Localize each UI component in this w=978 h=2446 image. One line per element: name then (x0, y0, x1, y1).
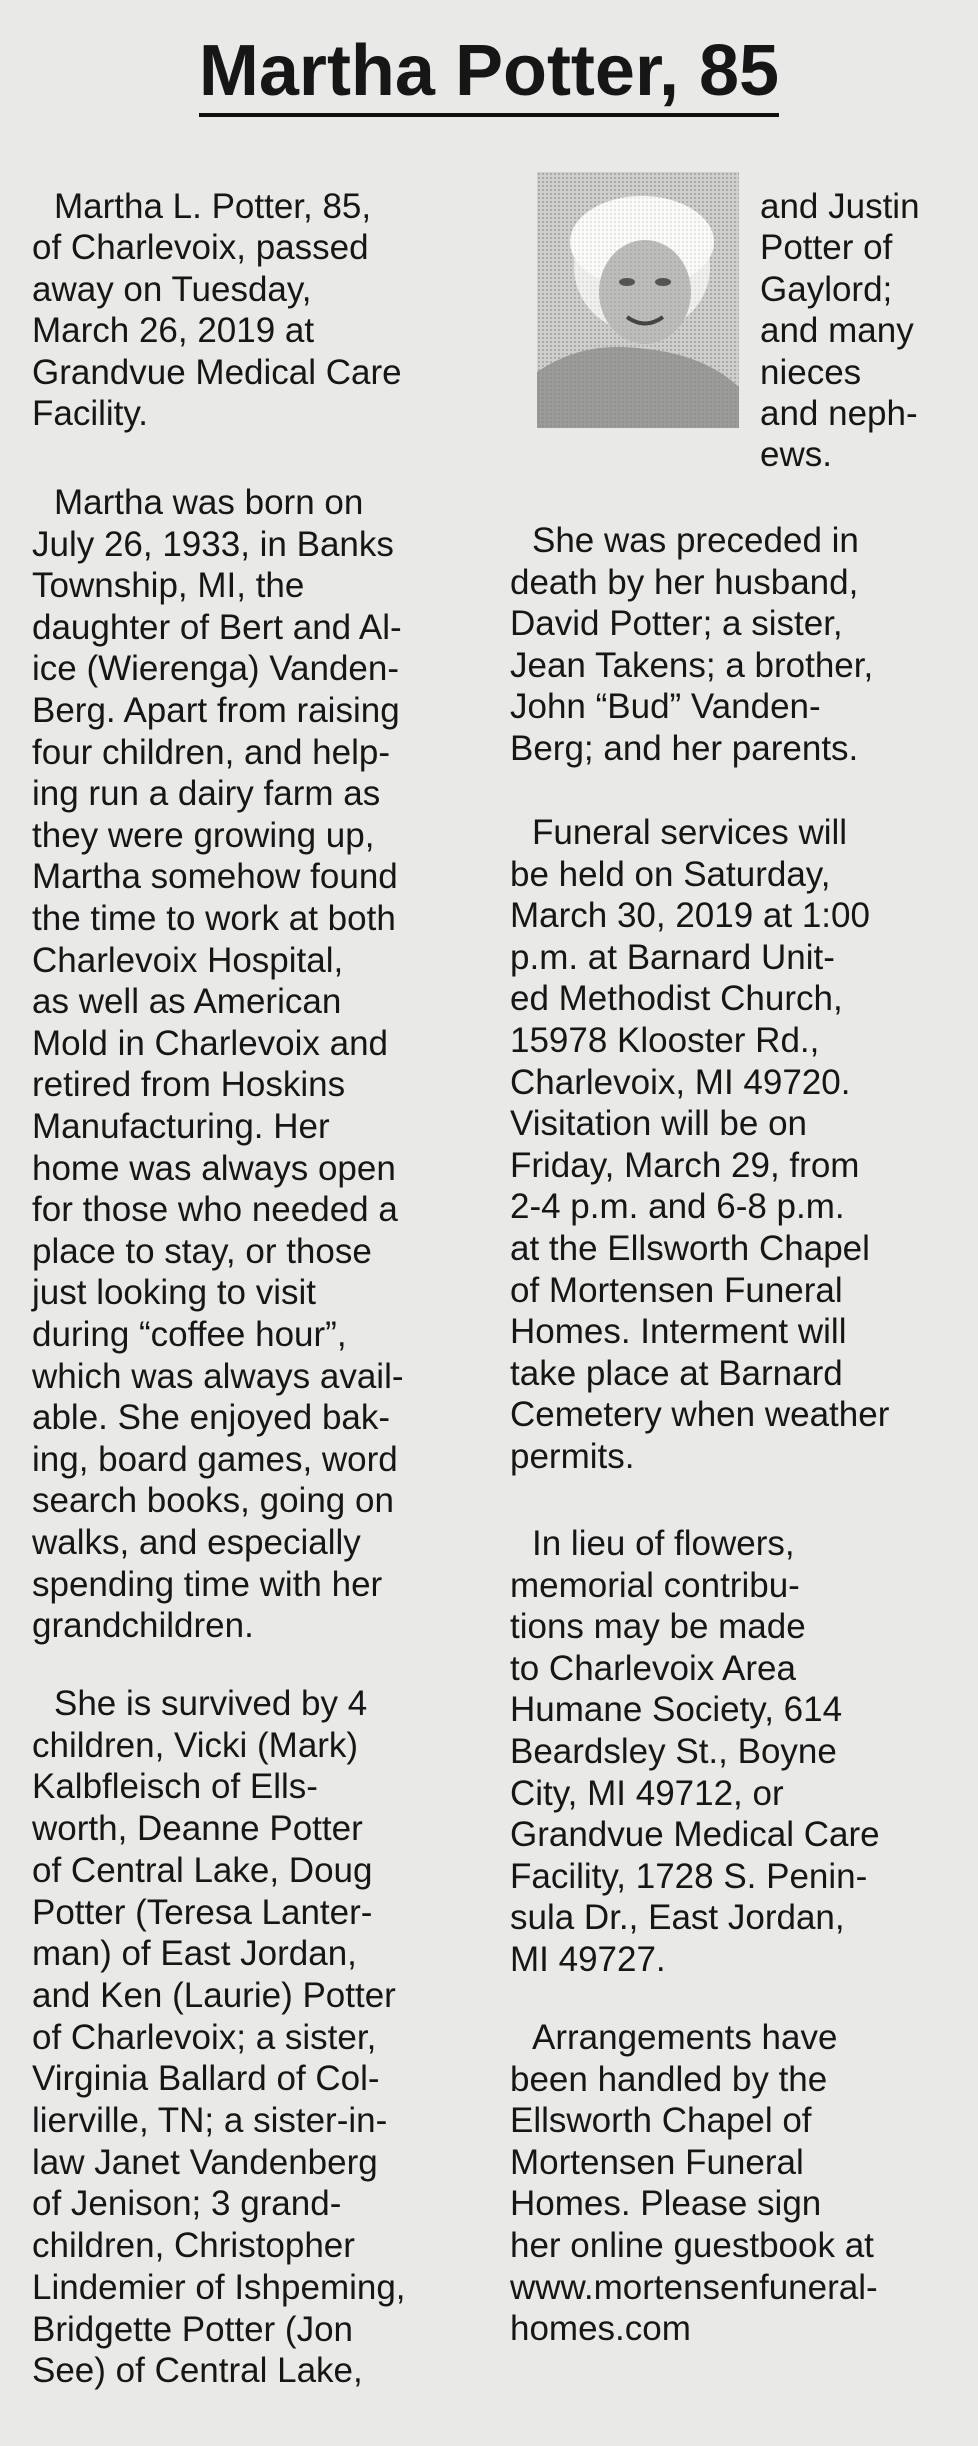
right-column-line: and neph- (760, 394, 918, 433)
right-column-line: March 30, 2019 at 1:00 (510, 896, 870, 936)
left-column-line: July 26, 1933, in Banks (32, 524, 394, 564)
right-column-line: Ellsworth Chapel of (510, 2101, 812, 2141)
left-column-line: man) of East Jordan, (32, 1934, 357, 1974)
right-column-line: Visitation will be on (510, 1104, 808, 1144)
right-column-line: death by her husband, (510, 562, 859, 602)
right-column-line: David Potter; a sister, (510, 604, 843, 644)
left-column-line: Lindemier of Ishpeming, (32, 2267, 406, 2307)
right-column-line: Homes. Please sign (510, 2184, 822, 2224)
left-column-line: for those who needed a (32, 1190, 398, 1230)
right-column-line: of Mortensen Funeral (510, 1270, 843, 1310)
left-column-line: Mold in Charlevoix and (32, 1023, 389, 1063)
left-column-line: Township, MI, the (32, 566, 305, 606)
right-column-line: homes.com (510, 2309, 691, 2349)
right-column-line: Arrangements have (532, 2018, 838, 2057)
left-column-line: place to stay, or those (32, 1231, 372, 1271)
right-column-line: be held on Saturday, (510, 854, 831, 894)
right-column-line: Mortensen Funeral (510, 2142, 804, 2182)
left-column-line: which was always avail- (32, 1356, 404, 1396)
left-column-line: ing run a dairy farm as (32, 774, 381, 814)
left-column-line: Kalbfleisch of Ells- (32, 1767, 318, 1807)
left-column-line: Facility. (32, 394, 149, 433)
right-column-line: and many (760, 311, 914, 351)
right-column-line: In lieu of flowers, (532, 1524, 795, 1563)
left-column-line: of Jenison; 3 grand- (32, 2184, 342, 2224)
left-column-line: March 26, 2019 at (32, 311, 315, 351)
left-column-line: spending time with her (32, 1564, 383, 1604)
right-column-line: been handled by the (510, 2059, 828, 2099)
left-column-line: home was always open (32, 1148, 396, 1188)
left-column-line: children, Christopher (32, 2226, 355, 2266)
left-column-line: worth, Deanne Potter (32, 1809, 363, 1849)
left-column-line: retired from Hoskins (32, 1065, 346, 1105)
right-column-line: MI 49727. (510, 1940, 666, 1979)
right-column-line: Funeral services will (532, 813, 848, 852)
left-column-line: grandchildren. (32, 1606, 254, 1646)
left-column-line: of Charlevoix, passed (32, 228, 369, 268)
right-column-line: Grandvue Medical Care (510, 1815, 880, 1855)
right-column-line: Berg; and her parents. (510, 729, 859, 768)
left-column-line: of Charlevoix; a sister, (32, 2017, 377, 2057)
left-column-line: ing, board games, word (32, 1439, 398, 1479)
left-column-line: able. She enjoyed bak- (32, 1398, 391, 1438)
left-column-line: daughter of Bert and Al- (32, 607, 402, 647)
right-column-line: permits. (510, 1437, 635, 1476)
left-column-line: during “coffee hour”, (32, 1315, 347, 1354)
right-column-line: ews. (760, 435, 832, 475)
left-column-line: and Ken (Laurie) Potter (32, 1975, 396, 2015)
right-column-line: Potter of (760, 228, 893, 268)
right-column-line: www.mortensenfuneral- (510, 2267, 878, 2307)
left-column-line: they were growing up, (32, 815, 375, 855)
right-column-line: p.m. at Barnard Unit- (510, 937, 835, 977)
left-column-line: Manufacturing. Her (32, 1107, 330, 1146)
left-column-line: four children, and help- (32, 732, 390, 772)
portrait-photo (537, 172, 739, 428)
title-text: Martha Potter, 85 (199, 29, 779, 117)
right-column-line: her online guestbook at (510, 2226, 874, 2265)
right-column-line: memorial contribu- (510, 1565, 800, 1605)
right-column-line: Friday, March 29, from (510, 1145, 860, 1185)
left-column-line: children, Vicki (Mark) (32, 1725, 359, 1765)
left-column-line: away on Tuesday, (32, 269, 312, 309)
right-column-line: She was preceded in (532, 521, 859, 560)
left-column-line: ice (Wierenga) Vanden- (32, 649, 400, 689)
right-column-line: Homes. Interment will (510, 1312, 847, 1352)
right-column-line: Charlevoix, MI 49720. (510, 1062, 851, 1102)
left-column-line: Grandvue Medical Care (32, 352, 402, 392)
left-column-line: Martha was born on (54, 483, 364, 522)
left-column-line: She is survived by 4 (54, 1684, 368, 1723)
right-column-line: Gaylord; (760, 269, 893, 309)
obituary-title (0, 26, 978, 117)
right-column-line: nieces (760, 352, 862, 392)
left-column-line: Potter (Teresa Lanter- (32, 1892, 373, 1932)
right-column-line: 2-4 p.m. and 6-8 p.m. (510, 1187, 845, 1227)
right-column-line: 15978 Klooster Rd., (510, 1021, 820, 1060)
left-column-line: See) of Central Lake, (32, 2351, 363, 2391)
right-column-line: ed Methodist Church, (510, 979, 843, 1019)
right-column-line: and Justin (760, 187, 920, 226)
left-column-line: Virginia Ballard of Col- (32, 2059, 380, 2099)
right-column-line: take place at Barnard (510, 1353, 843, 1393)
right-column-line: John “Bud” Vanden- (510, 687, 821, 727)
right-column-line: sula Dr., East Jordan, (510, 1898, 845, 1938)
left-column-line: walks, and especially (32, 1523, 361, 1562)
left-column-line: search books, going on (32, 1481, 394, 1521)
left-column-line: just looking to visit (32, 1273, 317, 1313)
right-column-line: City, MI 49712, or (510, 1773, 784, 1813)
left-column-line: law Janet Vandenberg (32, 2142, 378, 2182)
right-column-line: at the Ellsworth Chapel (510, 1229, 870, 1268)
left-column-line: of Central Lake, Doug (32, 1850, 373, 1890)
right-column-line: Cemetery when weather (510, 1395, 890, 1435)
left-column-line: lierville, TN; a sister-in- (32, 2101, 388, 2140)
right-column-line: Humane Society, 614 (510, 1690, 843, 1730)
left-column-line: Bridgette Potter (Jon (32, 2309, 353, 2349)
right-column-line: Facility, 1728 S. Penin- (510, 1856, 868, 1896)
right-column-line: to Charlevoix Area (510, 1648, 796, 1688)
left-column-line: as well as American (32, 982, 342, 1022)
portrait-photo-icon (537, 172, 739, 428)
left-column-line: Charlevoix Hospital, (32, 940, 344, 980)
right-column-line: Beardsley St., Boyne (510, 1732, 837, 1771)
left-column-line: Martha somehow found (32, 857, 398, 897)
right-column-line: Jean Takens; a brother, (510, 645, 874, 685)
left-column-line: Berg. Apart from raising (32, 691, 400, 730)
left-column-line: the time to work at both (32, 899, 396, 938)
left-column-line: Martha L. Potter, 85, (54, 187, 372, 226)
right-column-line: tions may be made (510, 1607, 806, 1647)
